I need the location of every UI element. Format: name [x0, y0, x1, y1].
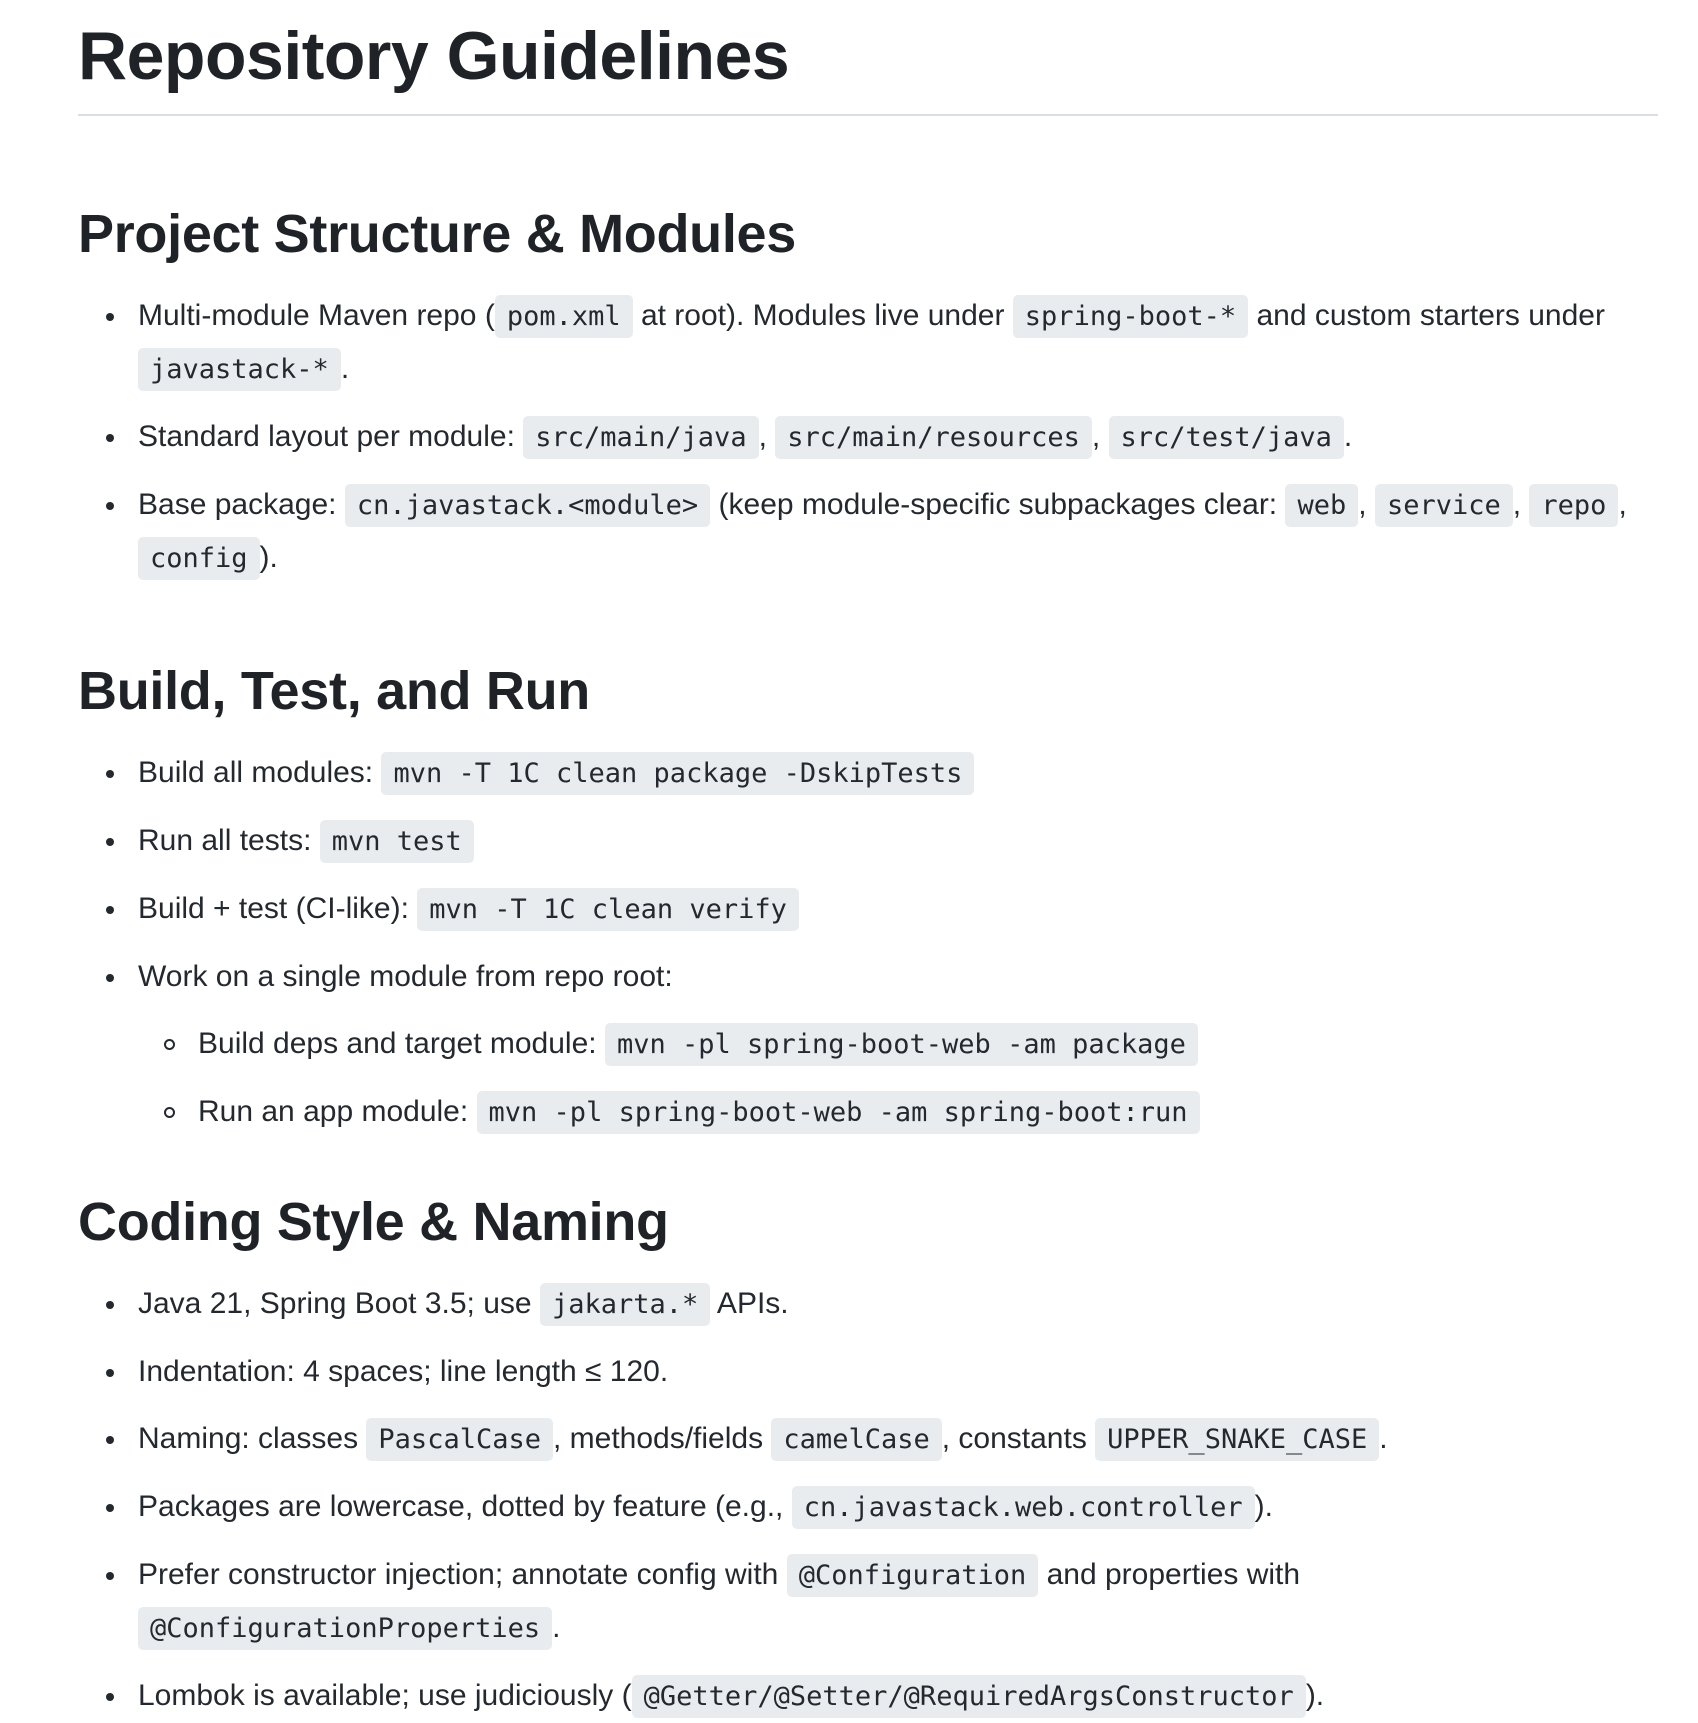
inline-code: repo	[1529, 484, 1618, 527]
list-item	[78, 883, 1658, 936]
inline-code: PascalCase	[366, 1418, 553, 1461]
list-item	[78, 1278, 1658, 1331]
list-item-text: Naming: classes	[138, 1422, 367, 1455]
bullet-list	[78, 747, 1658, 1139]
list-item-text: .	[1343, 420, 1353, 453]
inline-code: mvn -pl spring-boot-web -am package	[605, 1023, 1198, 1066]
list-item-text: Build + test (CI-like):	[138, 892, 418, 925]
list-item	[78, 1549, 1658, 1655]
list-item-text: Run all tests:	[138, 824, 320, 857]
bullet-list	[78, 290, 1658, 585]
list-item-text: ,	[1512, 488, 1530, 521]
list-item	[78, 290, 1658, 396]
list-item-text: ,	[1091, 420, 1109, 453]
inline-code: @Configuration	[787, 1554, 1039, 1597]
list-item	[78, 479, 1658, 585]
inline-code: service	[1375, 484, 1513, 527]
inline-code: cn.javastack.web.controller	[792, 1486, 1255, 1529]
list-item-text: ).	[259, 541, 278, 574]
section-heading: Coding Style & Naming	[78, 1192, 669, 1252]
list-item-text: Standard layout per module:	[138, 420, 524, 453]
list-item-text: (keep module-specific subpackages clear:	[710, 488, 1286, 521]
list-item-text: and custom starters under	[1248, 299, 1605, 332]
list-item	[78, 815, 1658, 868]
inline-code: camelCase	[771, 1418, 941, 1461]
bullet-list	[78, 1278, 1658, 1723]
list-item-text: .	[340, 352, 350, 385]
list-item	[78, 411, 1658, 464]
section-heading: Project Structure & Modules	[78, 204, 797, 264]
list-item-text: ,	[1358, 488, 1375, 521]
inline-code: config	[138, 537, 260, 580]
inline-code: src/test/java	[1109, 416, 1344, 459]
inline-code: spring-boot-*	[1013, 295, 1248, 338]
list-item-text: Base package:	[138, 488, 345, 521]
list-item-text: ).	[1305, 1679, 1325, 1712]
list-item-text: Multi-module Maven repo (	[138, 299, 495, 332]
inline-code: web	[1285, 484, 1358, 527]
section-heading: Build, Test, and Run	[78, 661, 590, 721]
inline-code: mvn -T 1C clean package -DskipTests	[381, 752, 974, 795]
sub-list-item	[138, 1018, 1658, 1071]
list-item-text: Build all modules:	[138, 756, 382, 789]
list-item-text: and properties with	[1038, 1558, 1301, 1591]
inline-code: jakarta.*	[540, 1283, 710, 1326]
inline-code: javastack-*	[138, 348, 341, 391]
list-item-text: , constants	[941, 1422, 1096, 1455]
list-item-text: Prefer constructor injection; annotate config with	[138, 1558, 787, 1591]
list-item-text: Run an app module:	[198, 1095, 477, 1128]
inline-code: @ConfigurationProperties	[138, 1607, 552, 1650]
list-item-text: .	[1379, 1422, 1388, 1455]
list-item-text: at root). Modules live under	[632, 299, 1013, 332]
list-item	[78, 1670, 1658, 1723]
list-item-text: Java 21, Spring Boot 3.5; use	[138, 1287, 540, 1320]
list-item-text: Lombok is available; use judiciously (	[138, 1679, 632, 1712]
inline-code: UPPER_SNAKE_CASE	[1095, 1418, 1379, 1461]
inline-code: src/main/java	[523, 416, 758, 459]
list-item-text: Indentation: 4 spaces; line length ≤ 120.	[138, 1355, 669, 1388]
inline-code: mvn -T 1C clean verify	[417, 888, 799, 931]
list-item-text: Build deps and target module:	[198, 1027, 605, 1060]
list-item-text: ,	[758, 420, 776, 453]
page-title: Repository Guidelines	[78, 0, 1658, 116]
sub-bullet-list	[138, 1018, 1658, 1139]
inline-code: mvn -pl spring-boot-web -am spring-boot:run	[477, 1091, 1200, 1134]
list-item-text: ,	[1618, 488, 1627, 521]
inline-code: src/main/resources	[775, 416, 1092, 459]
list-item-text: APIs.	[710, 1287, 789, 1320]
inline-code: pom.xml	[495, 295, 633, 338]
list-item	[78, 1346, 1658, 1398]
list-item-text: ).	[1254, 1490, 1273, 1523]
list-item	[78, 951, 1658, 1139]
list-item	[78, 747, 1658, 800]
inline-code: @Getter/@Setter/@RequiredArgsConstructor	[632, 1675, 1306, 1718]
list-item-text: , methods/fields	[552, 1422, 772, 1455]
list-item-text: Work on a single module from repo root:	[138, 960, 673, 993]
list-item	[78, 1413, 1658, 1466]
list-item-text: .	[552, 1611, 561, 1644]
sub-list-item	[138, 1086, 1658, 1139]
list-item	[78, 1481, 1658, 1534]
inline-code: mvn test	[320, 820, 474, 863]
inline-code: cn.javastack.<module>	[345, 484, 710, 527]
list-item-text: Packages are lowercase, dotted by feature (e.g.,	[138, 1490, 792, 1523]
